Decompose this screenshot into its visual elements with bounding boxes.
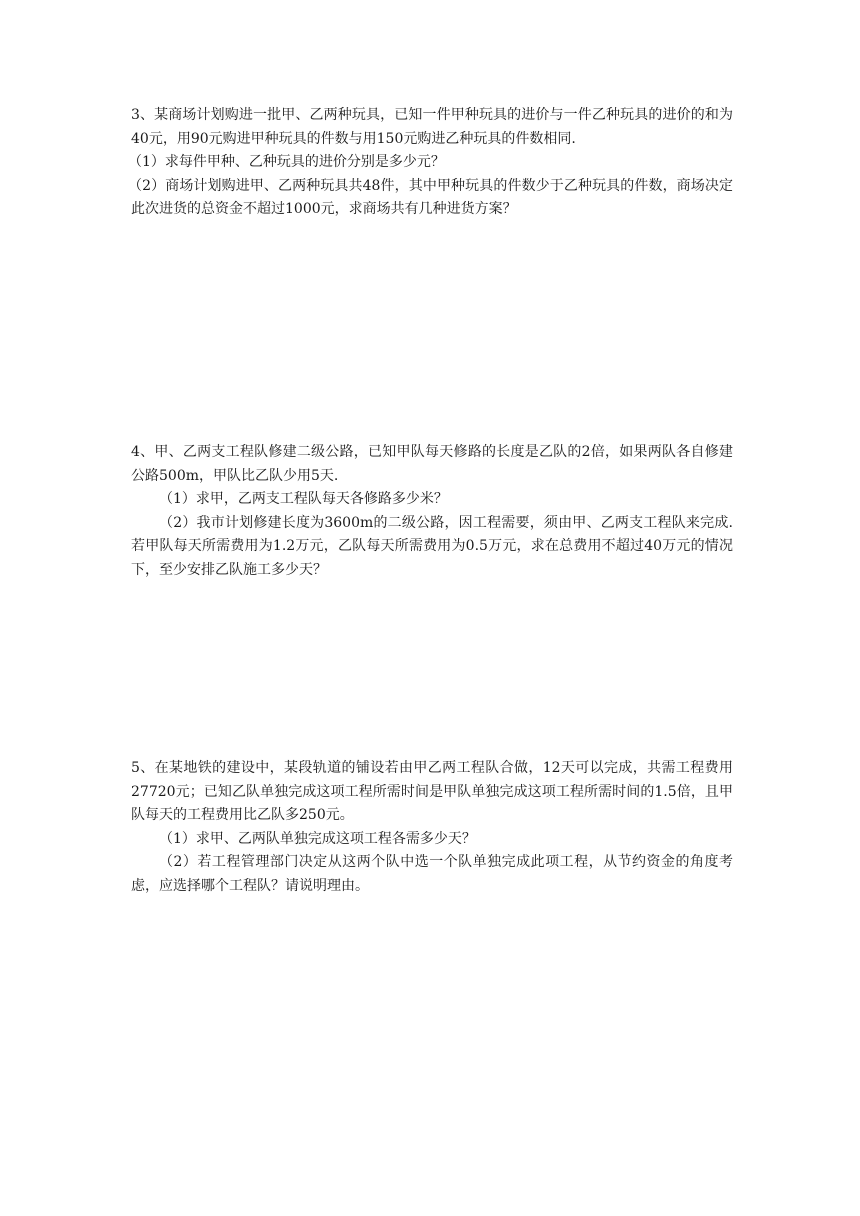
problem-3-question-2: （2）商场计划购进甲、乙两种玩具共48件，其中甲种玩具的件数少于乙种玩具的件数，商场决定此次进货的总资金不超过1000元，求商场共有几种进货方案？	[128, 177, 733, 217]
problem-4-question-2: （2）我市计划修建长度为3600m的二级公路，因工程需要，须由甲、乙两支工程队来完成. 若甲队每天所需费用为1.2万元，乙队每天所需费用为0.5万元，求在总费用不超过40万元的情况下，至少安排乙队施工多少天？	[131, 514, 733, 578]
problem-3-stem: 3、某商场计划购进一批甲、乙两种玩具，已知一件甲种玩具的进价与一件乙种玩具的进价的和为40元，用90元购进甲种玩具的件数与用150元购进乙种玩具的件数相同.	[131, 107, 733, 147]
problem-3-question-1: （1）求每件甲种、乙种玩具的进价分别是多少元？	[128, 154, 445, 170]
problem-5-stem: 5、在某地铁的建设中，某段轨道的铺设若由甲乙两工程队合做，12天可以完成，共需工程费用27720元；已知乙队单独完成这项工程所需时间是甲队单独完成这项工程所需时间的1.5倍，且甲队每天的工程费用比乙队多250元。	[131, 760, 733, 823]
problem-4	[131, 441, 733, 582]
problem-5-question-2: （2）若工程管理部门决定从这两个队中选一个队单独完成此项工程，从节约资金的角度考虑，应选择哪个工程队？请说明理由。	[131, 854, 733, 894]
problem-5	[131, 757, 733, 898]
problem-4-stem: 4、甲、乙两支工程队修建二级公路，已知甲队每天修路的长度是乙队的2倍，如果两队各自修建公路500m，甲队比乙队少用5天.	[131, 444, 733, 484]
problem-5-question-1: （1）求甲、乙两队单独完成这项工程各需多少天？	[159, 830, 476, 847]
problem-4-question-1: （1）求甲，乙两支工程队每天各修路多少米？	[159, 491, 448, 507]
problem-3	[128, 104, 733, 222]
